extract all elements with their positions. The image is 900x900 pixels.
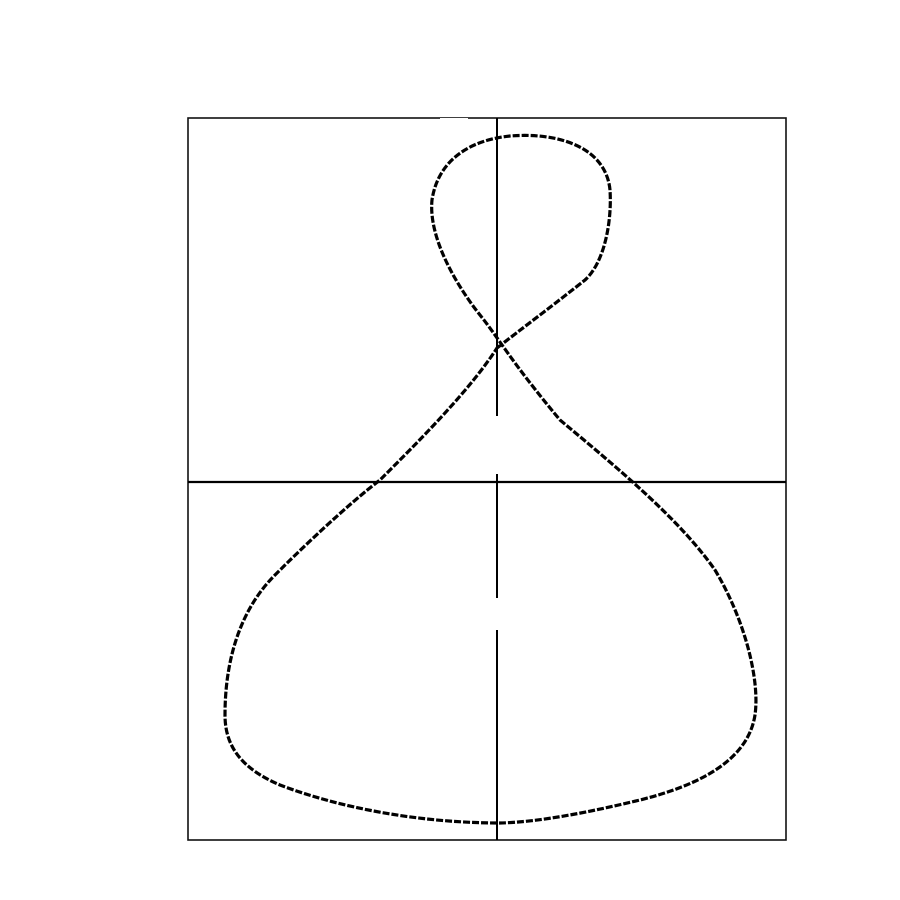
east-label-box — [768, 440, 782, 466]
equator-label-box — [262, 468, 322, 480]
title-box — [402, 598, 588, 630]
south-label-box — [530, 826, 560, 838]
west-label-box — [193, 494, 207, 524]
clock-noon-label-box — [487, 416, 505, 474]
north-label-box — [440, 118, 468, 129]
